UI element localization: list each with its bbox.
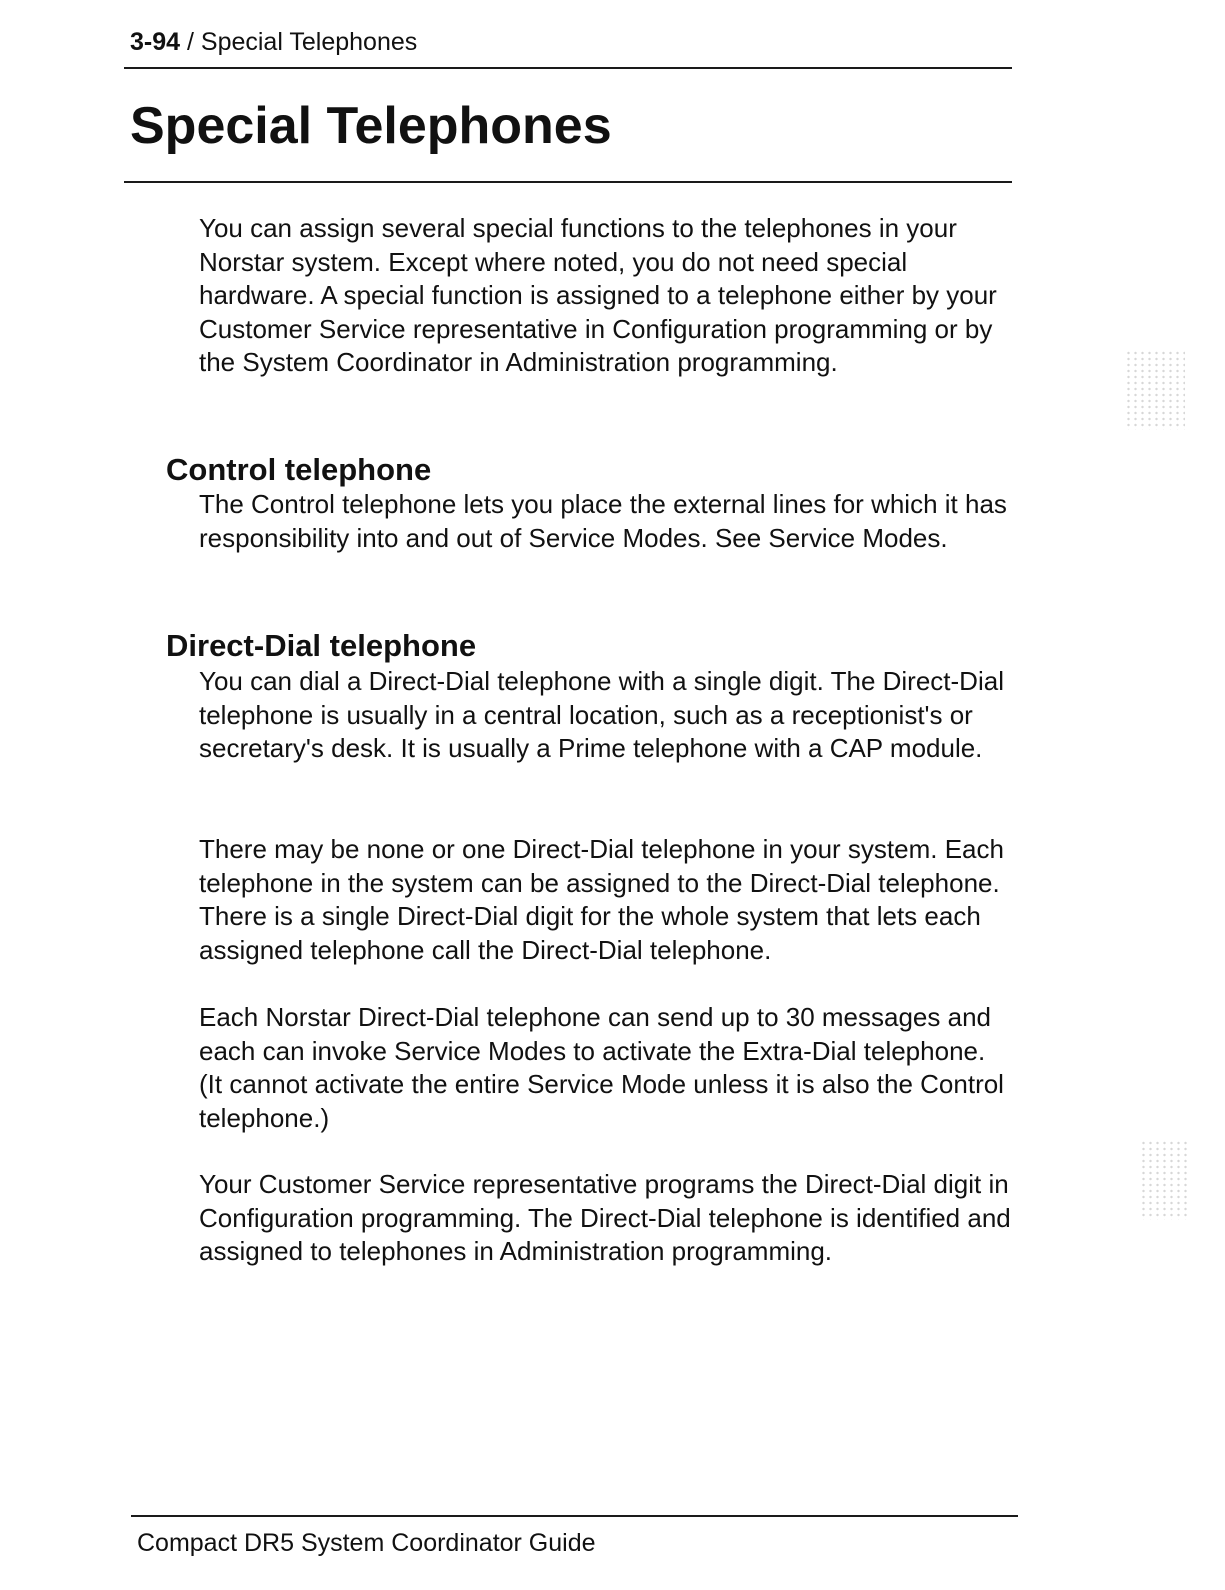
- header-section-name: Special Telephones: [200, 28, 418, 56]
- direct-dial-paragraph-4: Your Customer Service representative programs the Direct-Dial digit in Configuration programming. The Direct-Dial telephone is identified and assigned to telephones in Administration programming.: [199, 1169, 1011, 1267]
- title-rule: [124, 181, 1012, 183]
- direct-dial-paragraph-2: There may be none or one Direct-Dial telephone in your system. Each telephone in the system can be assigned to the Direct-Dial telephone. There is a single Direct-Dial digit for the whole system that lets each assigned telephone call the Direct-Dial telephone.: [199, 834, 1004, 965]
- page-number: 3-94: [130, 28, 181, 56]
- control-telephone-paragraph: The Control telephone lets you place the external lines for which it has responsibility into and out of Service Modes. See Service Modes.: [199, 489, 1007, 553]
- header-rule: [124, 67, 1012, 69]
- direct-dial-paragraph-3: Each Norstar Direct-Dial telephone can send up to 30 messages and each can invoke Service Modes to activate the Extra-Dial telephone. (It cannot activate the entire Service Mode unless it is also the Control telephone.): [199, 1002, 1004, 1133]
- page-title: Special Telephones: [130, 97, 612, 155]
- section-heading-direct-dial-telephone: Direct-Dial telephone: [166, 628, 477, 663]
- section-heading-control-telephone: Control telephone: [166, 452, 432, 487]
- running-footer: Compact DR5 System Coordinator Guide: [137, 1529, 596, 1557]
- scan-speckle: [1140, 1140, 1188, 1220]
- footer-rule: [131, 1515, 1018, 1517]
- direct-dial-paragraph-1: You can dial a Direct-Dial telephone with a single digit. The Direct-Dial telephone is usually in a central location, such as a receptionist's or secretary's desk. It is usually a Prime telephone with a CAP module.: [199, 666, 1004, 764]
- scan-speckle: [1125, 350, 1185, 430]
- header-separator: /: [180, 28, 201, 56]
- intro-paragraph: You can assign several special functions to the telephones in your Norstar system. Except where noted, you do not need special hardware. A special function is assigned to a telephone either by your Customer Service representative in Configuration programming or by the System Coordinator in Administration programming.: [199, 213, 997, 378]
- running-header: [130, 26, 417, 58]
